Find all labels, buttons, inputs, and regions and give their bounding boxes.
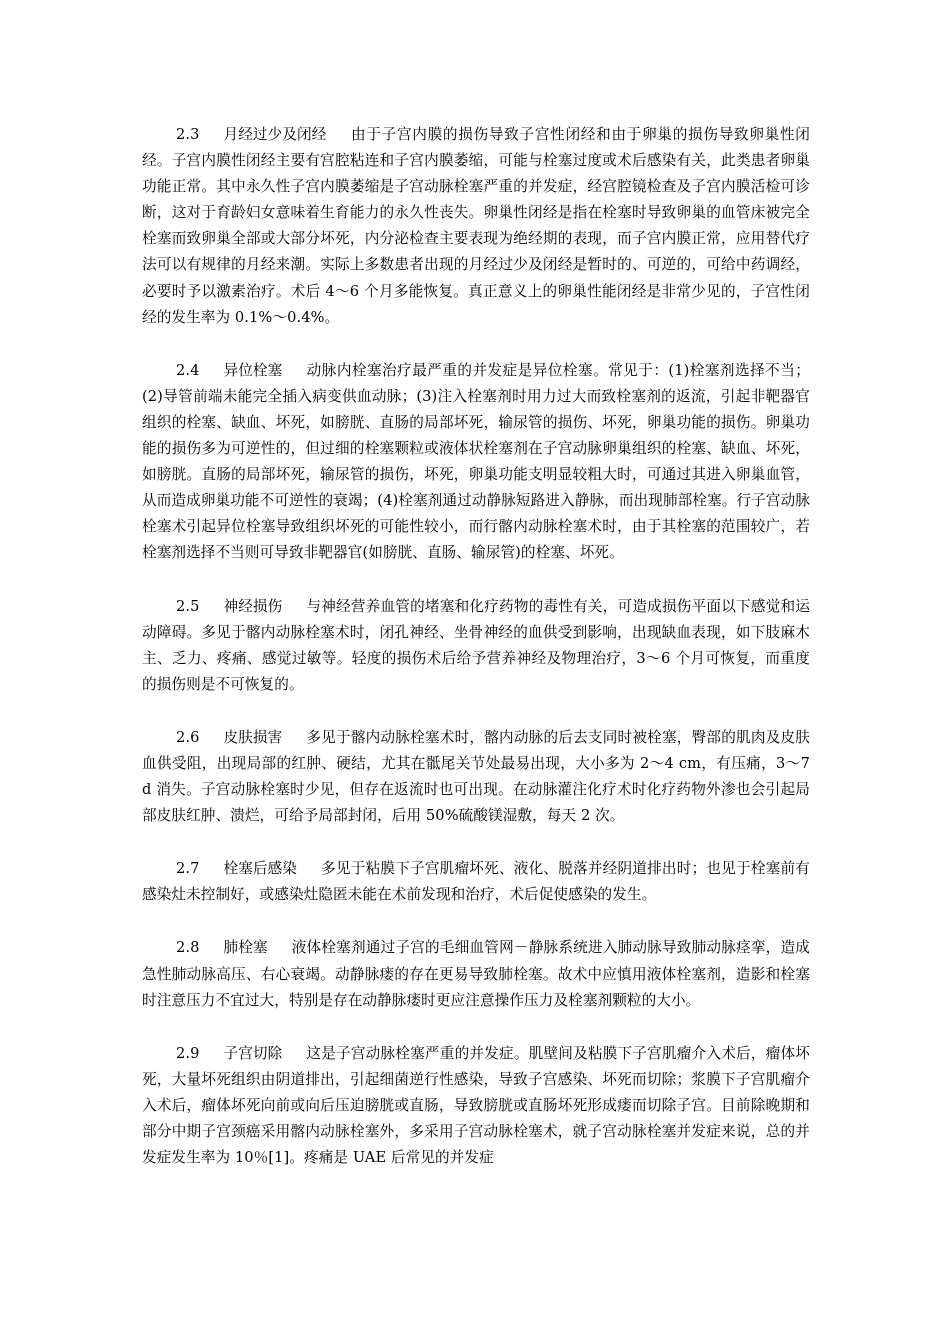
section-body: 与神经营养血管的堵塞和化疗药物的毒性有关，可造成损伤平面以下感觉和运动障碍。多见于髂内动脉栓塞术时，闭孔神经、坐骨神经的血供受到影响，出现缺血表现，如下肢麻木主、乏力、疼痛、感觉过敏等。轻度的损伤术后给予营养神经及物理治疗，3～6 个月可恢复，而重度的损伤则是不可恢复的。 <box>142 597 810 693</box>
section-number: 2.5 <box>176 597 200 615</box>
section-number: 2.4 <box>176 361 200 379</box>
section-body: 多见于髂内动脉栓塞术时，髂内动脉的后去支同时被栓塞，臀部的肌肉及皮肤血供受阻，出现局部的红肿、硬结，尤其在骶尾关节处最易出现，大小多为 2～4 cm，有压痛，3～7 d 消失。子宫动脉栓塞时少见，但存在返流时也可出现。在动脉灌注化疗术时化疗药物外渗也会引起局部皮肤红肿、溃烂，可给予局部封闭，后用 50%硫酸镁湿敷，每天 2 次。 <box>142 728 810 825</box>
document-page <box>142 122 810 1198</box>
section-number: 2.9 <box>176 1044 200 1062</box>
section-heading: 子宫切除 <box>223 1044 283 1062</box>
section-2-3 <box>142 122 810 331</box>
section-2-4 <box>142 358 810 567</box>
section-number: 2.6 <box>176 728 200 746</box>
section-number: 2.3 <box>176 126 200 143</box>
section-2-6 <box>142 725 810 829</box>
section-body: 液体栓塞剂通过子宫的毛细血管网－静脉系统进入肺动脉导致肺动脉痉挛，造成急性肺动脉高压、右心衰竭。动静脉瘘的存在更易导致肺栓塞。故术中应慎用液体栓塞剂，造影和栓塞时注意压力不宜过大，特别是存在动静脉瘘时更应注意操作压力及栓塞剂颗粒的大小。 <box>142 939 810 1009</box>
section-2-7 <box>142 856 810 908</box>
section-number: 2.8 <box>176 939 200 957</box>
section-body: 多见于粘膜下子宫肌瘤坏死、液化、脱落并经阴道排出时；也见于栓塞前有感染灶未控制好，或感染灶隐匿未能在术前发现和治疗，术后促使感染的发生。 <box>142 860 810 904</box>
section-body: 动脉内栓塞治疗最严重的并发症是异位栓塞。常见于：(1)栓塞剂选择不当；(2)导管前端未能完全插入病变供血动脉；(3)注入栓塞剂时用力过大而致栓塞剂的返流，引起非靶器官组织的栓塞、缺血、坏死，如膀胱、直肠的局部坏死，输尿管的损伤、坏死，卵巢功能的损伤。卵巢功能的损伤多为可逆性的，但过细的栓塞颗粒或液体状栓塞剂在子宫动脉卵巢组织的栓塞、缺血、坏死，如膀胱。直肠的局部坏死，输尿管的损伤，坏死，卵巢功能支明显较粗大时，可通过其进入卵巢血管，从而造成卵巢功能不可逆性的衰竭；(4)栓塞剂通过动静脉短路进入静脉，而出现肺部栓塞。行子宫动脉栓塞术引起异位栓塞导致组织坏死的可能性较小，而行髂内动脉栓塞术时，由于其栓塞的范围较广，若栓塞剂选择不当则可导致非靶器官(如膀胱、直肠、输尿管)的栓塞、坏死。 <box>142 361 810 562</box>
section-body: 由于子宫内膜的损伤导致子宫性闭经和由于卵巢的损伤导致卵巢性闭经。子宫内膜性闭经主要有宫腔粘连和子宫内膜萎缩，可能与栓塞过度或术后感染有关，此类患者卵巢功能正常。其中永久性子宫内膜萎缩是子宫动脉栓塞严重的并发症，经宫腔镜检查及子宫内膜活检可诊断，这对于育龄妇女意味着生育能力的永久性丧失。卵巢性闭经是指在栓塞时导致卵巢的血管床被完全栓塞而致卵巢全部或大部分坏死，内分泌检查主要表现为绝经期的表现，而子宫内膜正常，应用替代疗法可以有规律的月经来潮。实际上多数患者出现的月经过少及闭经是暂时的、可逆的，可给中药调经，必要时予以激素治疗。术后 4～6 个月多能恢复。真正意义上的卵巢性能闭经是非常少见的，子宫性闭经的发生率为 0.1%～0.4%。 <box>142 126 810 326</box>
section-2-5 <box>142 594 810 698</box>
section-heading: 肺栓塞 <box>223 939 268 957</box>
section-heading: 神经损伤 <box>223 597 283 615</box>
section-heading: 月经过少及闭经 <box>223 126 327 143</box>
section-heading: 皮肤损害 <box>223 728 283 746</box>
section-number: 2.7 <box>176 860 200 878</box>
section-heading: 异位栓塞 <box>223 361 283 379</box>
section-2-9 <box>142 1041 810 1171</box>
section-body: 这是子宫动脉栓塞严重的并发症。肌壁间及粘膜下子宫肌瘤介入术后，瘤体坏死，大量坏死组织由阴道排出，引起细菌逆行性感染，导致子宫感染、坏死而切除；浆膜下子宫肌瘤介入术后，瘤体坏死向前或向后压迫膀胱或直肠，导致膀胱或直肠坏死形成瘘而切除子宫。目前除晚期和部分中期子宫颈癌采用髂内动脉栓塞外，多采用子宫动脉栓塞术，就子宫动脉栓塞并发症来说，总的并发症发生率为 10％[1]。疼痛是 UAE 后常见的并发症 <box>142 1044 810 1167</box>
section-heading: 栓塞后感染 <box>223 860 297 878</box>
section-2-8 <box>142 935 810 1013</box>
